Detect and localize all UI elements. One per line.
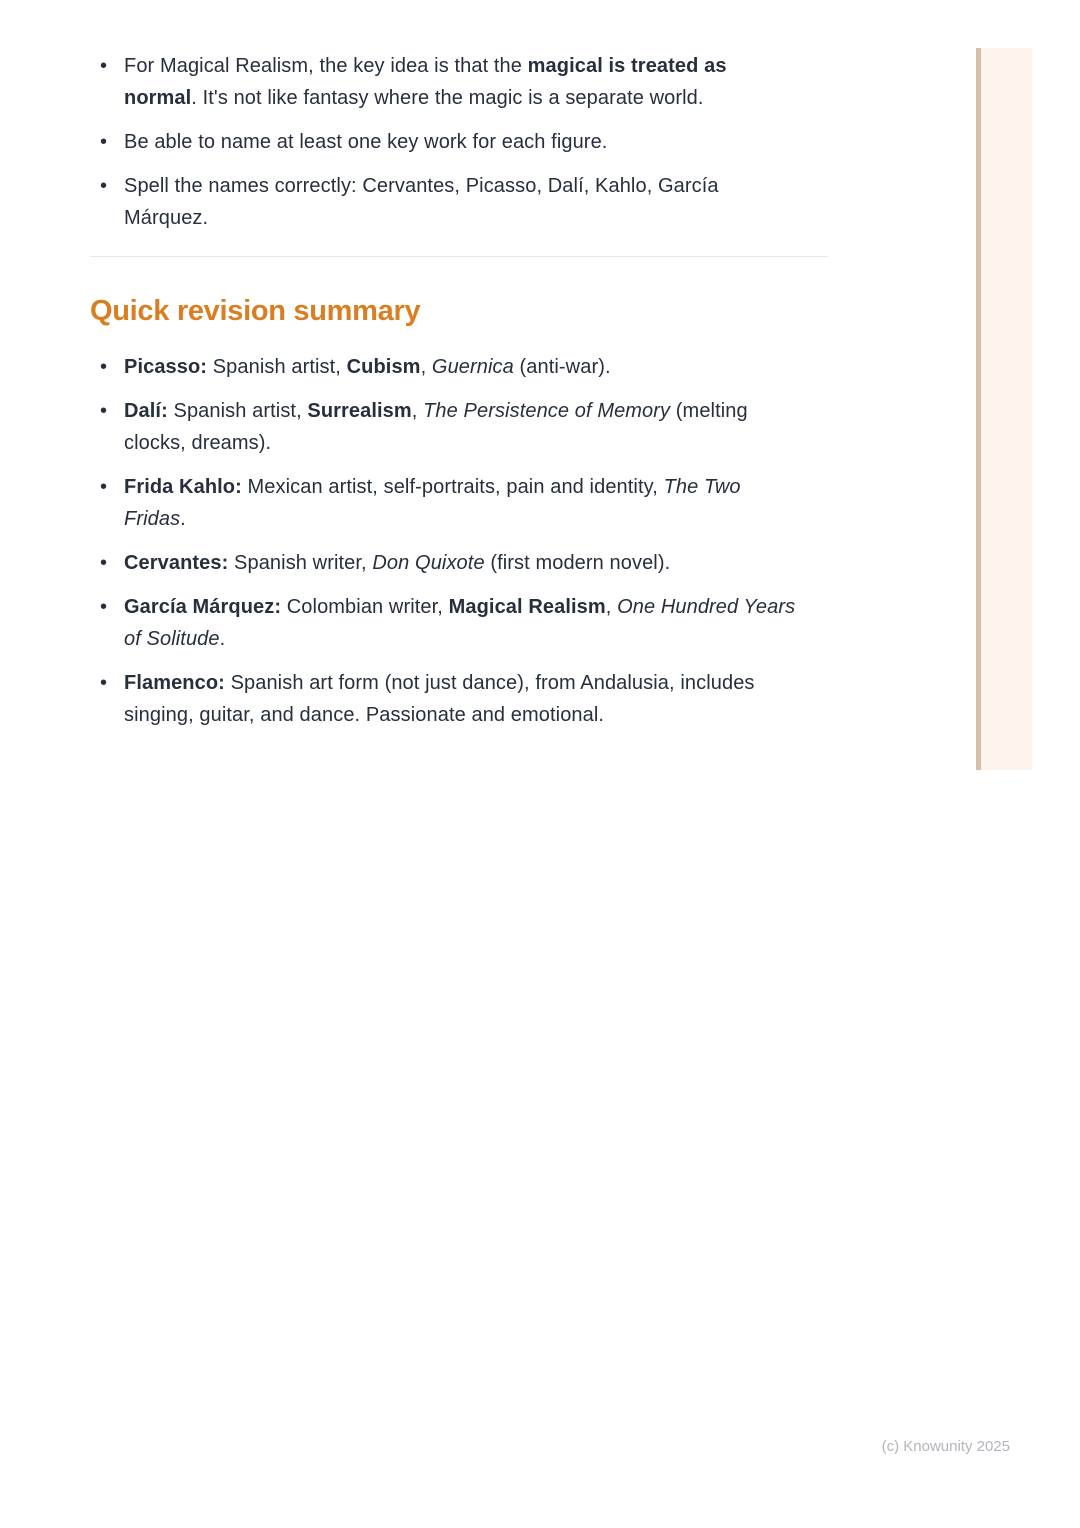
text-run: Colombian writer, — [281, 596, 449, 618]
text-run: Flamenco: — [124, 672, 225, 694]
next-page-edge-panel — [976, 48, 1032, 770]
list-item — [90, 50, 802, 114]
text-run: Picasso: — [124, 356, 208, 378]
text-run: Cervantes: — [124, 552, 229, 574]
notes-content — [90, 50, 830, 743]
text-run: Mexican artist, self-portraits, pain and identity, — [241, 476, 664, 498]
text-run: Cubism — [346, 356, 421, 378]
text-run: , — [411, 400, 424, 422]
text-run: , — [605, 596, 618, 618]
text-run: . — [219, 628, 226, 650]
text-run: . It's not like fantasy where the magic is a separate world. — [191, 87, 704, 109]
text-run: Spanish artist, — [207, 356, 347, 378]
text-run: Don Quixote — [372, 552, 485, 574]
text-run: Spanish art form (not just dance), from Andalusia, includes singing, guitar, and dance. Passionate and emotional. — [124, 672, 755, 726]
text-run: Frida Kahlo: — [124, 476, 242, 498]
list-item — [90, 351, 802, 383]
list-item — [90, 170, 802, 234]
text-run: The Two Fridas — [124, 476, 741, 530]
section-heading: Quick revision summary — [90, 295, 421, 327]
summary-list — [90, 351, 802, 731]
text-run: Spanish artist, — [167, 400, 308, 422]
list-item — [90, 126, 802, 158]
text-run: Magical Realism — [448, 596, 606, 618]
text-run: One Hundred Years of Solitude — [124, 596, 796, 650]
section-divider — [90, 256, 828, 257]
text-run: Dalí: — [124, 400, 168, 422]
list-item — [90, 395, 802, 459]
text-run: Surrealism — [307, 400, 412, 422]
text-run: . — [180, 508, 186, 530]
list-item — [90, 591, 802, 655]
text-run: Spanish writer, — [228, 552, 373, 574]
list-item — [90, 547, 802, 579]
footer-copyright: (c) Knowunity 2025 — [881, 1438, 1010, 1455]
text-run: , — [420, 356, 432, 378]
text-run: Spell the names correctly: Cervantes, Picasso, Dalí, Kahlo, García Márquez. — [124, 175, 719, 229]
text-run: (melting clocks, dreams). — [124, 400, 748, 454]
list-item — [90, 667, 802, 731]
text-run: For Magical Realism, the key idea is that the — [124, 55, 528, 77]
text-run: magical is treated as normal — [124, 55, 727, 109]
text-run: Guernica — [431, 356, 514, 378]
notes-list — [90, 50, 802, 234]
list-item — [90, 471, 802, 535]
text-run: García Márquez: — [124, 596, 282, 618]
text-run: (anti-war). — [513, 356, 611, 378]
text-run: The Persistence of Memory — [423, 400, 671, 422]
text-run: (first modern novel). — [484, 552, 671, 574]
text-run: Be able to name at least one key work for each figure. — [124, 131, 608, 153]
